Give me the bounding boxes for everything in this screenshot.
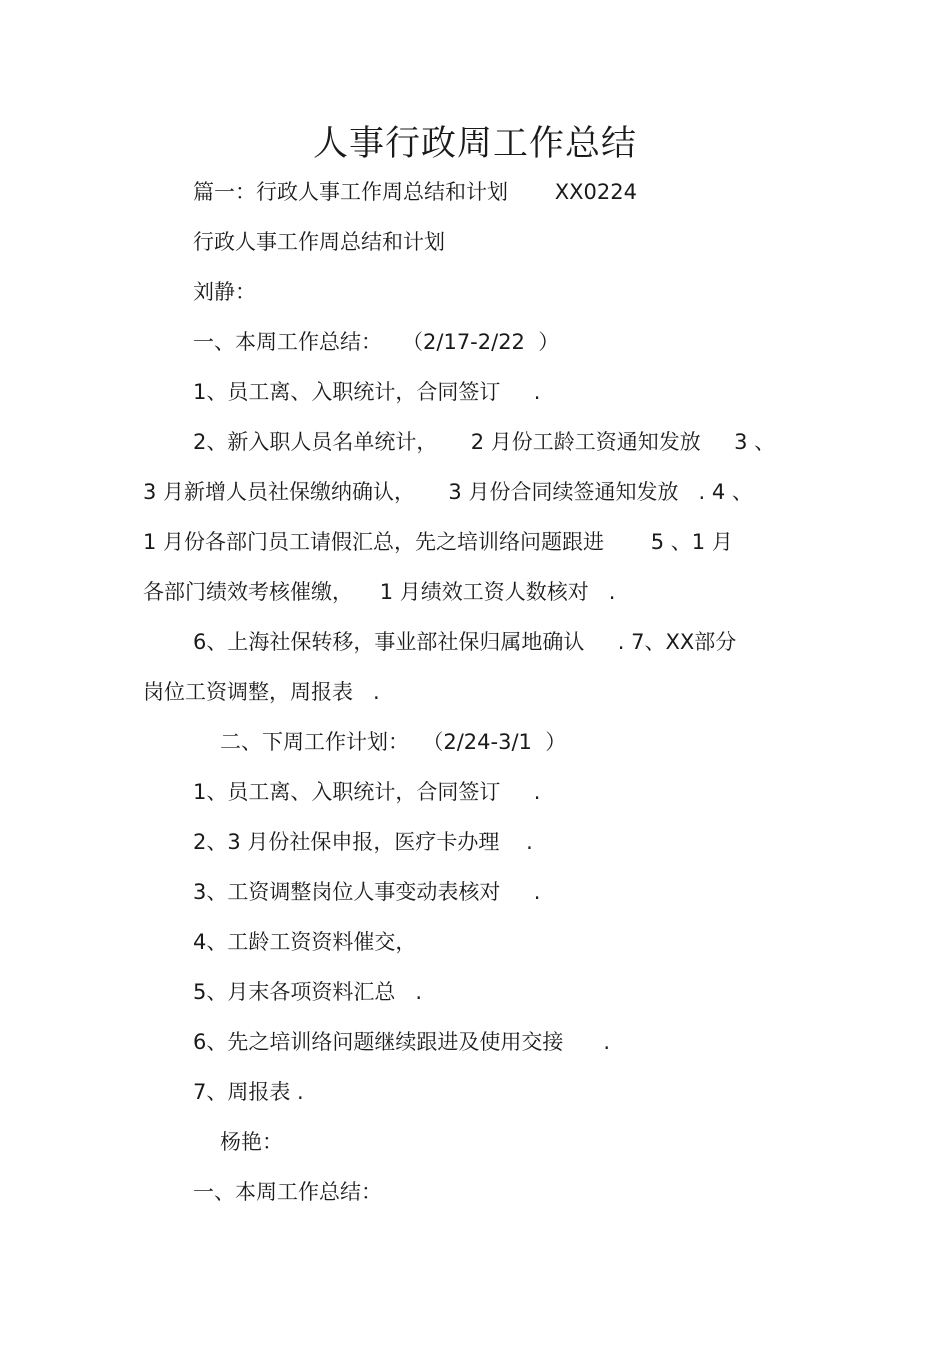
section-heading: 二、下周工作计划： （2/24-3/1 ） <box>220 730 567 754</box>
paragraph-line: 岗位工资调整，周报表 . <box>143 680 380 704</box>
paragraph-line: 2、新入职人员名单统计， 2 月份工龄工资通知发放 3 、 <box>193 430 776 454</box>
paragraph-line: 各部门绩效考核催缴， 1 月绩效工资人数核对 . <box>143 580 616 604</box>
list-item: 3、工资调整岗位人事变动表核对 . <box>193 880 541 904</box>
paragraph-line: 6、上海社保转移，事业部社保归属地确认 . 7、XX部分 <box>193 630 737 654</box>
paragraph-line: 3 月新增人员社保缴纳确认， 3 月份合同续签通知发放 . 4 、 <box>143 480 753 504</box>
author-name: 杨艳： <box>220 1130 283 1154</box>
list-item: 6、先之培训络问题继续跟进及使用交接 . <box>193 1030 611 1054</box>
list-item: 2、3 月份社保申报，医疗卡办理 . <box>193 830 533 854</box>
author-name: 刘静： <box>193 280 256 304</box>
section-heading: 一、本周工作总结： <box>193 1180 382 1204</box>
heading-line: 行政人事工作周总结和计划 <box>193 230 445 254</box>
list-item: 1、员工离、入职统计，合同签订 . <box>193 780 541 804</box>
paragraph-line: 1 月份各部门员工请假汇总，先之培训络问题跟进 5 、1 月 <box>143 530 733 554</box>
document-title: 人事行政周工作总结 <box>312 124 637 164</box>
subtitle-line: 篇一：行政人事工作周总结和计划 XX0224 <box>193 180 637 204</box>
list-item: 5、月末各项资料汇总 . <box>193 980 423 1004</box>
list-item: 4、工龄工资资料催交， <box>193 930 417 954</box>
list-item: 7、周报表 . <box>193 1080 304 1104</box>
list-item: 1、员工离、入职统计，合同签订 . <box>193 380 541 404</box>
section-heading: 一、本周工作总结： （2/17-2/22 ） <box>193 330 560 354</box>
